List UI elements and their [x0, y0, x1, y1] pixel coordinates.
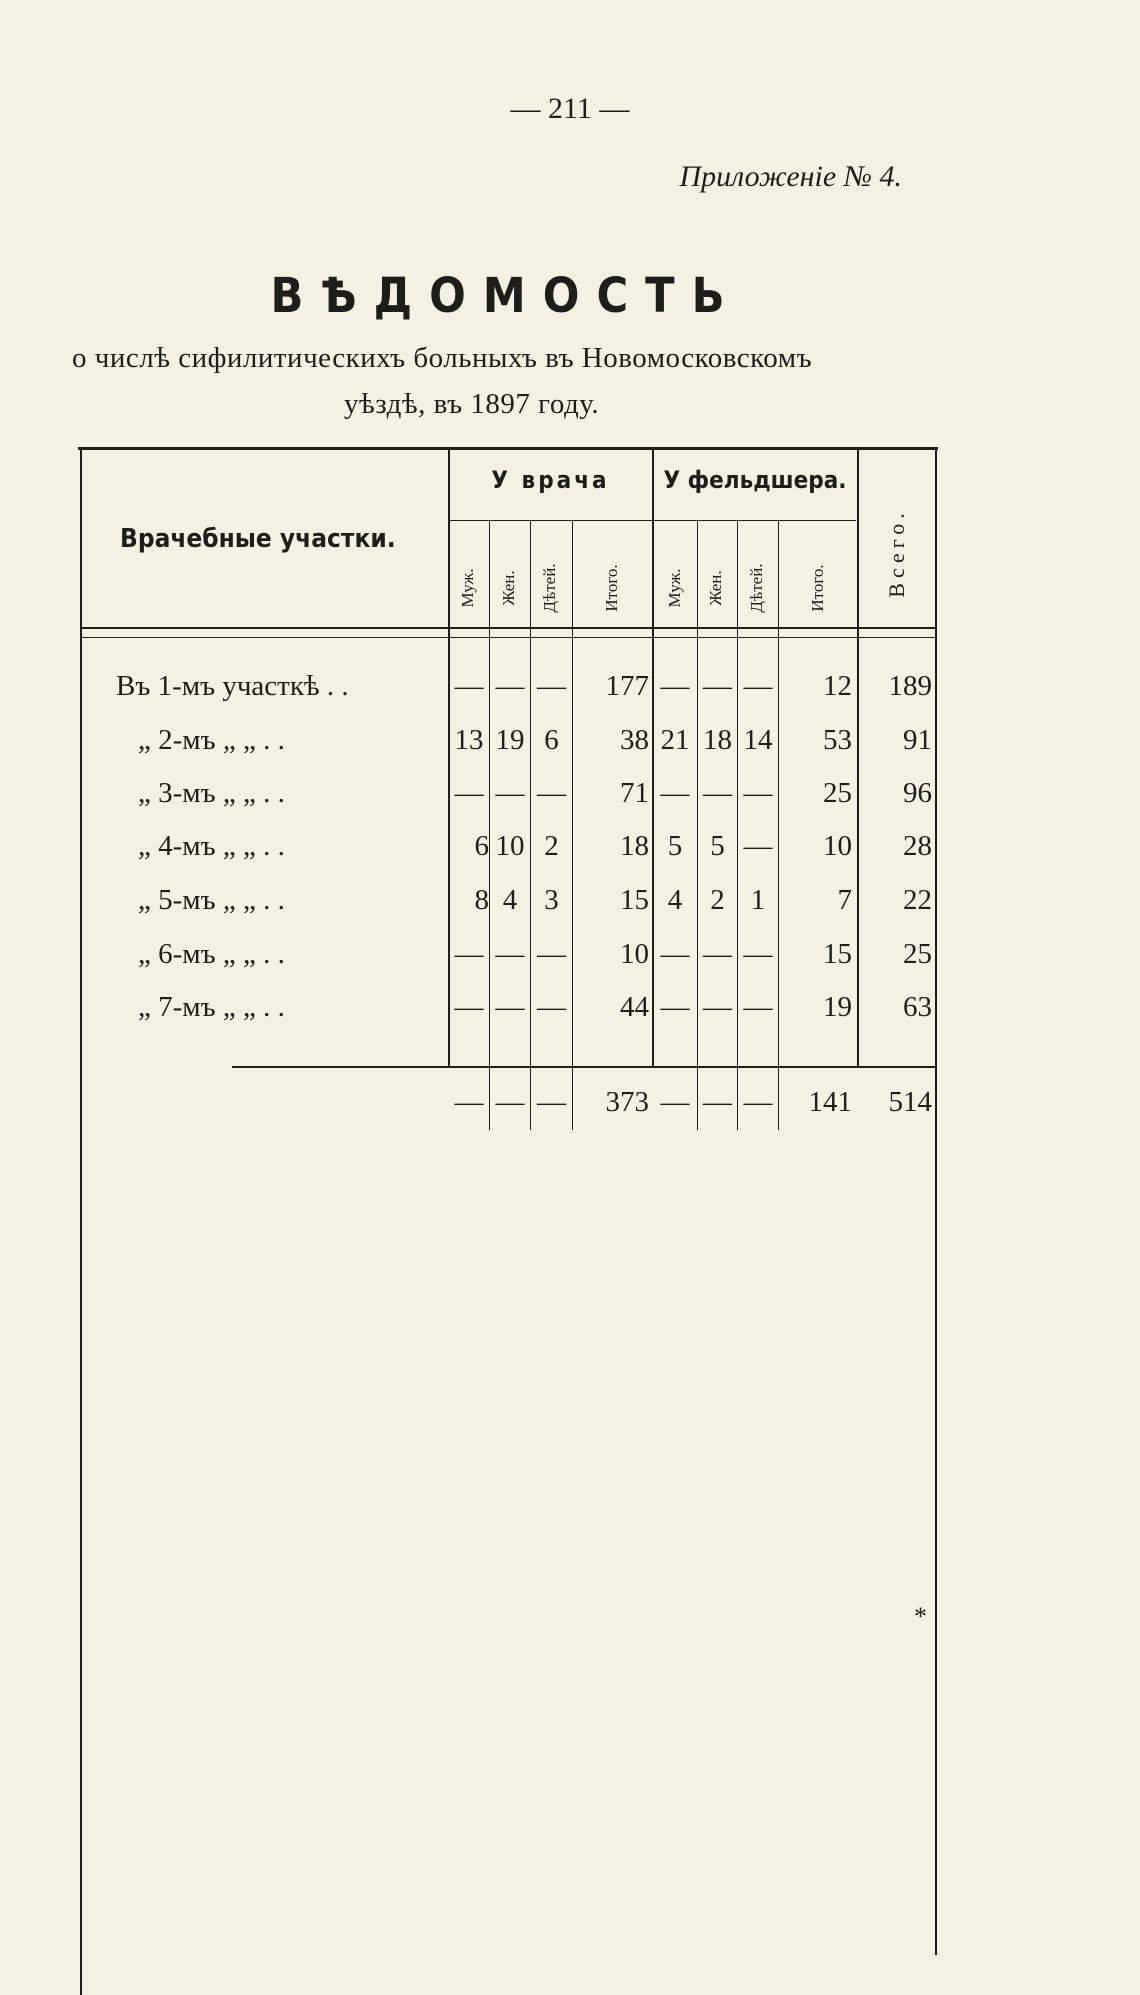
row-label: „ 3-мъ „ „ . . [138, 777, 285, 809]
cell-feldsher-men: 4 [667, 884, 683, 916]
cell-feldsher-men: 21 [660, 724, 690, 756]
row-label: „ 6-мъ „ „ . . [138, 938, 285, 970]
cell-feldsher-women: 5 [710, 830, 725, 862]
row-label: Въ 1-мъ участкѣ . . [116, 670, 349, 702]
cell-feldsher-children: — [743, 1086, 773, 1118]
cell-feldsher-total: 15 [823, 938, 852, 970]
cell-feldsher-total: 12 [823, 670, 852, 702]
rule-subheader [449, 520, 856, 521]
subheader-feldsher-women: Жен. [706, 570, 725, 606]
cell-grand-total: 514 [888, 1086, 932, 1118]
cell-feldsher-women: — [703, 991, 732, 1023]
cell-doctor-women: — [495, 777, 525, 809]
rule-doctor-feldsher [652, 447, 654, 1067]
cell-feldsher-children: — [743, 938, 773, 970]
cell-doctor-women: 10 [495, 830, 525, 862]
row-label: „ 4-мъ „ „ . . [138, 830, 285, 862]
cell-doctor-men: — [454, 777, 484, 809]
rule-doctor-2 [530, 520, 531, 1130]
subheader-doctor-children: Дѣтей. [540, 563, 559, 613]
cell-doctor-men: — [454, 938, 484, 970]
cell-feldsher-men: — [660, 938, 690, 970]
column-header-district: Врачебные участки. [120, 524, 396, 554]
cell-feldsher-men: 5 [667, 830, 683, 862]
cell-doctor-total: 15 [620, 884, 649, 916]
cell-grand-total: 96 [903, 777, 932, 809]
cell-feldsher-women: 2 [710, 884, 725, 916]
column-header-feldsher: У фельдшера. [663, 466, 847, 494]
cell-feldsher-total: 25 [823, 777, 852, 809]
cell-doctor-children: 6 [544, 724, 559, 756]
document-title: ВѢДОМОСТЬ [270, 268, 742, 324]
cell-grand-total: 25 [903, 938, 932, 970]
rule-feldsher-2 [737, 520, 738, 1130]
footnote-mark: * [914, 1602, 927, 1631]
cell-grand-total: 189 [888, 670, 932, 702]
cell-feldsher-children: 1 [750, 884, 766, 916]
cell-feldsher-women: — [703, 670, 732, 702]
cell-doctor-men: 13 [454, 724, 484, 756]
cell-doctor-total: 44 [620, 991, 649, 1023]
cell-doctor-total: 373 [605, 1086, 649, 1118]
cell-doctor-children: — [537, 670, 566, 702]
cell-doctor-children: — [537, 991, 566, 1023]
table-top-rule [78, 447, 938, 450]
cell-feldsher-children: — [743, 777, 773, 809]
cell-feldsher-children: — [743, 991, 773, 1023]
subheader-feldsher-total: Итого. [808, 564, 827, 612]
cell-doctor-women: — [495, 670, 525, 702]
subtitle-line-1: о числѣ сифилитическихъ больныхъ въ Новомосковскомъ [72, 342, 813, 374]
cell-feldsher-total: 19 [823, 991, 852, 1023]
cell-feldsher-men: — [660, 670, 690, 702]
table-left-rule [80, 447, 82, 1995]
cell-grand-total: 22 [903, 884, 932, 916]
cell-doctor-men: — [454, 1086, 484, 1118]
appendix-label: Приложеніе № 4. [679, 160, 902, 193]
cell-feldsher-men: — [660, 991, 690, 1023]
rule-doctor-1 [489, 520, 490, 1130]
cell-feldsher-total: 10 [823, 830, 852, 862]
rule-feldsher-3 [778, 520, 779, 1130]
cell-grand-total: 91 [903, 724, 932, 756]
subheader-doctor-total: Итого. [602, 564, 621, 612]
cell-doctor-total: 18 [620, 830, 649, 862]
subtitle-line-2: уѣздѣ, въ 1897 году. [344, 388, 600, 420]
row-label: „ 2-мъ „ „ . . [138, 724, 285, 756]
subheader-doctor-men: Муж. [458, 568, 477, 608]
rule-doctor-3 [572, 520, 573, 1130]
cell-doctor-men: 6 [474, 830, 489, 862]
cell-grand-total: 28 [903, 830, 932, 862]
cell-feldsher-men: — [660, 777, 690, 809]
cell-doctor-total: 38 [620, 724, 649, 756]
cell-doctor-children: 2 [544, 830, 559, 862]
cell-doctor-children: — [537, 777, 566, 809]
cell-doctor-total: 10 [620, 938, 649, 970]
cell-doctor-men: — [454, 670, 484, 702]
page-number: — 211 — [510, 92, 630, 125]
cell-doctor-women: — [495, 991, 525, 1023]
cell-doctor-women: 19 [495, 724, 525, 756]
cell-feldsher-children: — [743, 830, 773, 862]
cell-doctor-children: — [537, 938, 566, 970]
rule-district-doctor [448, 447, 450, 1067]
rule-feldsher-1 [697, 520, 698, 1130]
cell-feldsher-children: — [743, 670, 773, 702]
cell-doctor-children: 3 [544, 884, 559, 916]
row-label: „ 7-мъ „ „ . . [138, 991, 285, 1023]
cell-feldsher-women: — [703, 1086, 732, 1118]
cell-feldsher-total: 7 [837, 884, 852, 916]
cell-grand-total: 63 [903, 991, 932, 1023]
cell-doctor-total: 71 [620, 777, 649, 809]
cell-feldsher-total: 141 [808, 1086, 852, 1118]
row-label: „ 5-мъ „ „ . . [138, 884, 285, 916]
column-header-doctor: У врача [491, 466, 610, 494]
cell-doctor-women: — [495, 1086, 525, 1118]
cell-feldsher-women: — [703, 938, 732, 970]
subheader-feldsher-children: Дѣтей. [747, 563, 766, 613]
cell-feldsher-men: — [660, 1086, 690, 1118]
cell-doctor-total: 177 [605, 670, 649, 702]
table-right-rule [935, 447, 937, 1955]
subheader-grand-total: Всего. [884, 508, 909, 598]
rule-feldsher-total [857, 447, 859, 1067]
cell-doctor-women: 4 [502, 884, 518, 916]
cell-doctor-men: — [454, 991, 484, 1023]
cell-feldsher-children: 14 [743, 724, 773, 756]
cell-doctor-children: — [537, 1086, 566, 1118]
subheader-doctor-women: Жен. [499, 570, 518, 606]
cell-feldsher-women: — [703, 777, 732, 809]
subheader-feldsher-men: Муж. [665, 568, 684, 608]
rule-totals [232, 1066, 937, 1068]
cell-feldsher-women: 18 [703, 724, 732, 756]
cell-feldsher-total: 53 [823, 724, 852, 756]
cell-doctor-men: 8 [474, 884, 489, 916]
cell-doctor-women: — [495, 938, 525, 970]
